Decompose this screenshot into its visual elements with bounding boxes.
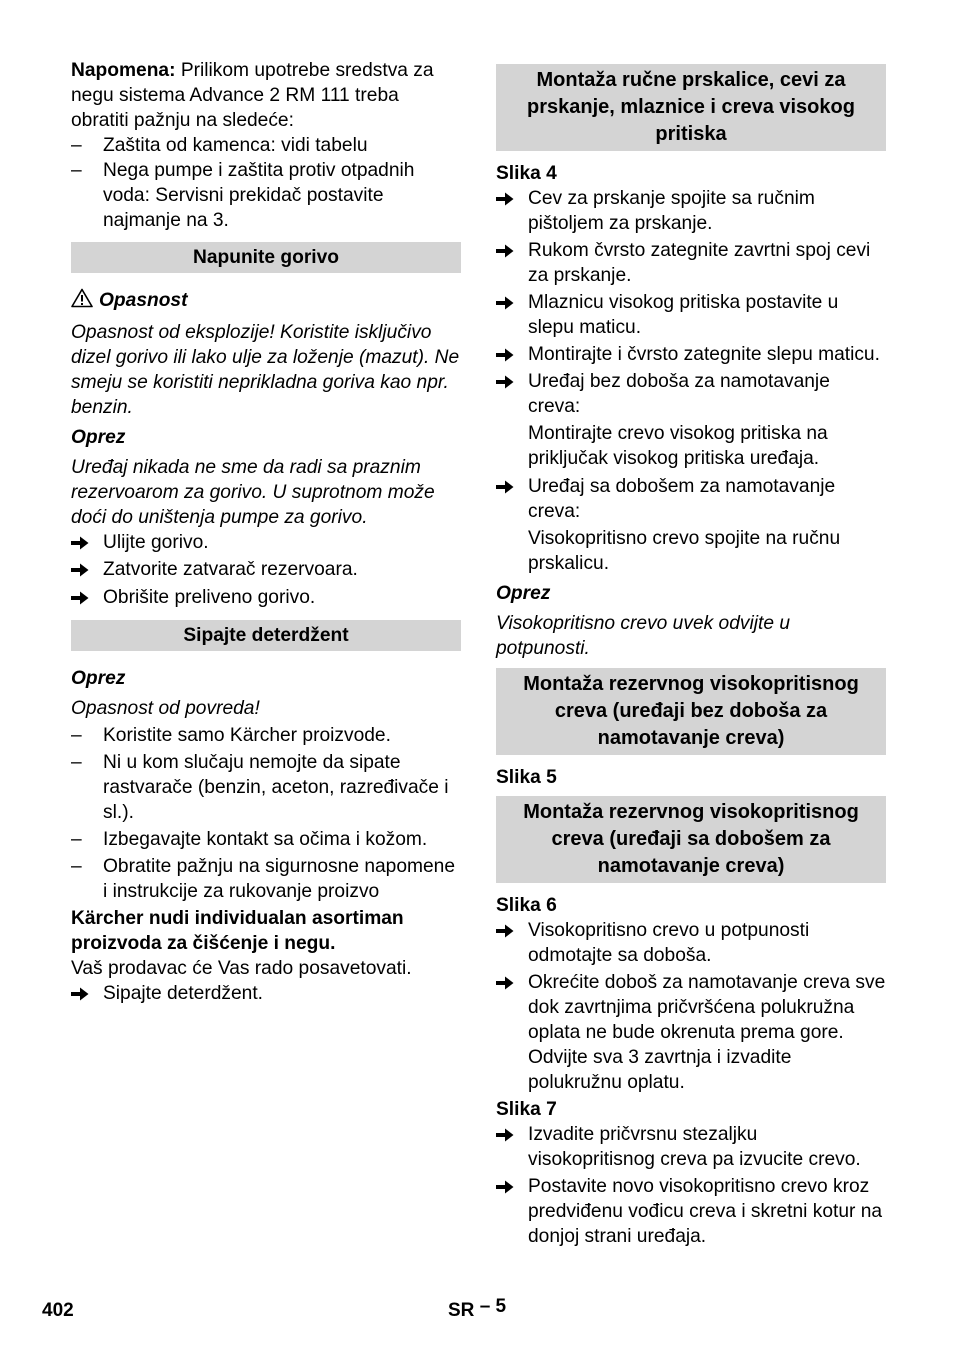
- list-item-text: Okrećite doboš za namotavanje creva sve dok zavrtnjima pričvršćena polukružna oplata ne bude okrenuta prema gore. Odvijte sva 3 zavrtnja i izvadite polukružnu oplatu.: [528, 972, 886, 1093]
- dash-bullet: –: [71, 725, 82, 746]
- list-item-text: Zaštita od kamenca: vidi tabelu: [103, 135, 368, 156]
- dash-bullet: –: [71, 160, 82, 181]
- arrow-right-icon: [496, 238, 524, 258]
- note-label: Napomena:: [71, 60, 176, 81]
- caution-text: Uređaj nikada ne sme da radi sa praznim rezervoarom za gorivo. U suprotnom može doći do uništenja pumpe za gorivo.: [71, 457, 435, 528]
- list-item: [496, 186, 886, 236]
- no-drum-text: Montirajte crevo visokog pritiska na priključak visokog pritiska uređaja.: [528, 423, 828, 469]
- arrow-right-icon: [71, 981, 99, 1001]
- caution2-text: Opasnost od povreda!: [71, 698, 260, 719]
- list-item: [71, 750, 461, 825]
- list-item-text: Cev za prskanje spojite sa ručnim pištoljem za prskanje.: [528, 188, 815, 234]
- list-item: [71, 133, 461, 158]
- list-item: [71, 723, 461, 748]
- dash-bullet: –: [71, 135, 82, 156]
- figure-label: Slika 7: [496, 1099, 557, 1120]
- list-item: [71, 530, 461, 555]
- list-item: [71, 854, 461, 904]
- dash-bullet: –: [71, 856, 82, 877]
- list-item: [496, 369, 886, 419]
- figure-label: Slika 4: [496, 163, 557, 184]
- caution-label: Oprez: [71, 427, 126, 448]
- arrow-right-icon: [496, 290, 524, 310]
- list-item-text: Rukom čvrsto zategnite zavrtni spoj cevi za prskanje.: [528, 240, 871, 286]
- list-item: [496, 1122, 886, 1172]
- arrow-right-icon: [496, 1174, 524, 1194]
- with-drum-text: Visokopritisno crevo spojite na ručnu prskalicu.: [528, 528, 841, 574]
- list-item: [71, 585, 461, 610]
- list-item-text: Obrišite preliveno gorivo.: [103, 587, 316, 608]
- footer-section-number: – 5: [479, 1296, 507, 1317]
- figure-label: Slika 5: [496, 767, 557, 788]
- arrow-right-icon: [496, 1122, 524, 1142]
- list-item: [71, 557, 461, 582]
- caution2-label: Oprez: [71, 668, 126, 689]
- dash-bullet: –: [71, 829, 82, 850]
- list-item: [496, 918, 886, 968]
- list-item: [496, 290, 886, 340]
- danger-label: Opasnost: [99, 290, 188, 311]
- danger-label-line: [71, 288, 461, 315]
- list-item: [496, 970, 886, 1095]
- spare-hose-no-drum-heading: Montaža rezervnog visokopritisnog creva (uređaji bez doboša za namotavanje creva): [496, 668, 886, 755]
- list-item: [71, 981, 461, 1006]
- list-item-text: Koristite samo Kärcher proizvode.: [103, 725, 391, 746]
- arrow-right-icon: [496, 186, 524, 206]
- karcher-assortment-text: Kärcher nudi individualan asortiman proizvoda za čišćenje i negu.: [71, 908, 404, 954]
- list-item: [71, 158, 461, 233]
- fuel-heading: Napunite gorivo: [71, 242, 461, 273]
- note-text: Prilikom upotrebe sredstva za negu sistema Advance 2 RM 111 treba obratiti pažnju na sledeće:: [71, 60, 434, 131]
- arrow-right-icon: [496, 342, 524, 362]
- list-item: [71, 827, 461, 852]
- arrow-right-icon: [71, 585, 99, 605]
- list-item-text: Ni u kom slučaju nemojte da sipate rastvarače (benzin, aceton, razređivače i sl.).: [103, 752, 449, 823]
- footer-lang: SR: [448, 1300, 475, 1321]
- danger-text: Opasnost od eksplozije! Koristite isključivo dizel gorivo ili lako ulje za loženje (mazut). Ne smeju se koristiti neprikladna goriva kao npr. benzin.: [71, 322, 460, 418]
- list-item: [496, 238, 886, 288]
- detergent-heading: Sipajte deterdžent: [71, 620, 461, 651]
- list-item-text: Visokopritisno crevo u potpunosti odmotajte sa doboša.: [528, 920, 810, 966]
- right-column: [496, 58, 886, 1249]
- list-item-text: Mlaznicu visokog pritiska postavite u slepu maticu.: [528, 292, 839, 338]
- spare-hose-drum-heading: Montaža rezervnog visokopritisnog creva (uređaji sa dobošem za namotavanje creva): [496, 796, 886, 883]
- dealer-text: Vaš prodavac će Vas rado posavetovati.: [71, 958, 412, 979]
- list-item-text: Nega pumpe i zaštita protiv otpadnih voda: Servisni prekidač postavite najmanje na 3.: [103, 160, 415, 231]
- list-item-text: Uređaj bez doboša za namotavanje creva:: [528, 371, 830, 417]
- list-item-text: Ulijte gorivo.: [103, 532, 209, 553]
- list-item: [496, 474, 886, 524]
- caution-label: Oprez: [496, 583, 551, 604]
- list-item: [496, 342, 886, 367]
- caution-text: Visokopritisno crevo uvek odvijte u potpunosti.: [496, 613, 791, 659]
- list-item: [496, 1174, 886, 1249]
- mount-heading: Montaža ručne prskalice, cevi za prskanje, mlaznice i creva visokog pritiska: [496, 64, 886, 151]
- list-item-text: Postavite novo visokopritisno crevo kroz predviđenu vođicu creva i skretni kotur na donjoj strani uređaja.: [528, 1176, 883, 1247]
- arrow-right-icon: [71, 557, 99, 577]
- page-number: 402: [42, 1300, 74, 1321]
- note-paragraph: [71, 58, 461, 133]
- figure-label: Slika 6: [496, 895, 557, 916]
- arrow-right-icon: [496, 474, 524, 494]
- list-item-text: Montirajte i čvrsto zategnite slepu maticu.: [528, 344, 880, 365]
- list-item-text: Uređaj sa dobošem za namotavanje creva:: [528, 476, 836, 522]
- list-item-text: Zatvorite zatvarač rezervoara.: [103, 559, 358, 580]
- arrow-right-icon: [71, 530, 99, 550]
- left-column: [71, 58, 461, 1006]
- arrow-right-icon: [496, 970, 524, 990]
- footer-section: [448, 1298, 506, 1323]
- arrow-right-icon: [496, 918, 524, 938]
- list-item-text: Sipajte deterdžent.: [103, 983, 264, 1004]
- list-item-text: Obratite pažnju na sigurnosne napomene i instrukcije za rukovanje proizvo: [103, 856, 456, 902]
- list-item-text: Izvadite pričvrsnu stezaljku visokopritisnog creva pa izvucite crevo.: [528, 1124, 861, 1170]
- arrow-right-icon: [496, 369, 524, 389]
- warning-triangle-icon: [71, 288, 93, 315]
- list-item-text: Izbegavajte kontakt sa očima i kožom.: [103, 829, 428, 850]
- dash-bullet: –: [71, 752, 82, 773]
